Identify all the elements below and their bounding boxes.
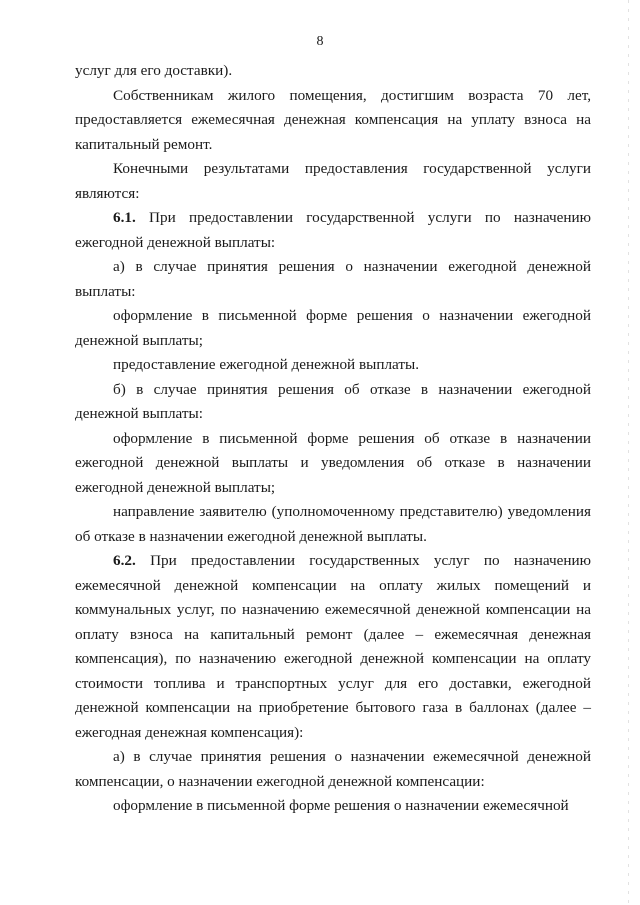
paragraph: Конечными результатами предоставления государственной услуги являются: (75, 160, 591, 202)
list-item: а) в случае принятия решения о назначении ежегодной денежной выплаты: (75, 258, 591, 300)
section-6-2 (75, 549, 591, 745)
page-number: 8 (316, 34, 324, 49)
section-6-1 (75, 206, 591, 255)
continuation-line: услуг для его доставки). (75, 62, 233, 79)
list-item: оформление в письменной форме решения об отказе в назначении ежегодной денежной выплаты и уведомления об отказе в назначении ежегодной денежной выплаты; (75, 429, 591, 496)
section-text: При предоставлении государственных услуг по назначению ежемесячной денежной компенсации на оплату жилых помещений и коммунальных услуг, по назначению ежемесячной денежной компенсации на оплату взноса на капитальный ремонт (далее – ежемесячная денежная компенсация), по назначению ежегодной денежной компенсации на оплату стоимости топлива и транспортных услуг для его доставки, ежегодной денежной компенсации на приобретение бытового газа в баллонах (далее – ежегодная денежная компенсация): (75, 552, 591, 741)
list-item: направление заявителю (уполномоченному представителю) уведомления об отказе в назначении ежегодной денежной выплаты. (75, 503, 591, 545)
list-item: предоставление ежегодной денежной выплаты. (113, 356, 420, 373)
paragraph: Собственникам жилого помещения, достигшим возраста 70 лет, предоставляется ежемесячная денежная компенсация на уплату взноса на капитальный ремонт. (75, 86, 591, 153)
list-item: б) в случае принятия решения об отказе в назначении ежегодной денежной выплаты: (75, 380, 591, 422)
list-item: а) в случае принятия решения о назначении ежемесячной денежной компенсации, о назначении ежегодной денежной компенсации: (75, 748, 591, 790)
section-number: 6.1. (113, 209, 136, 226)
list-item: оформление в письменной форме решения о назначении ежемесячной (113, 797, 569, 814)
section-text: При предоставлении государственной услуги по назначению ежегодной денежной выплаты: (75, 209, 591, 251)
document-body (75, 59, 591, 819)
list-item: оформление в письменной форме решения о назначении ежегодной денежной выплаты; (75, 307, 591, 349)
scan-edge-line (628, 0, 629, 905)
section-number: 6.2. (113, 552, 136, 569)
